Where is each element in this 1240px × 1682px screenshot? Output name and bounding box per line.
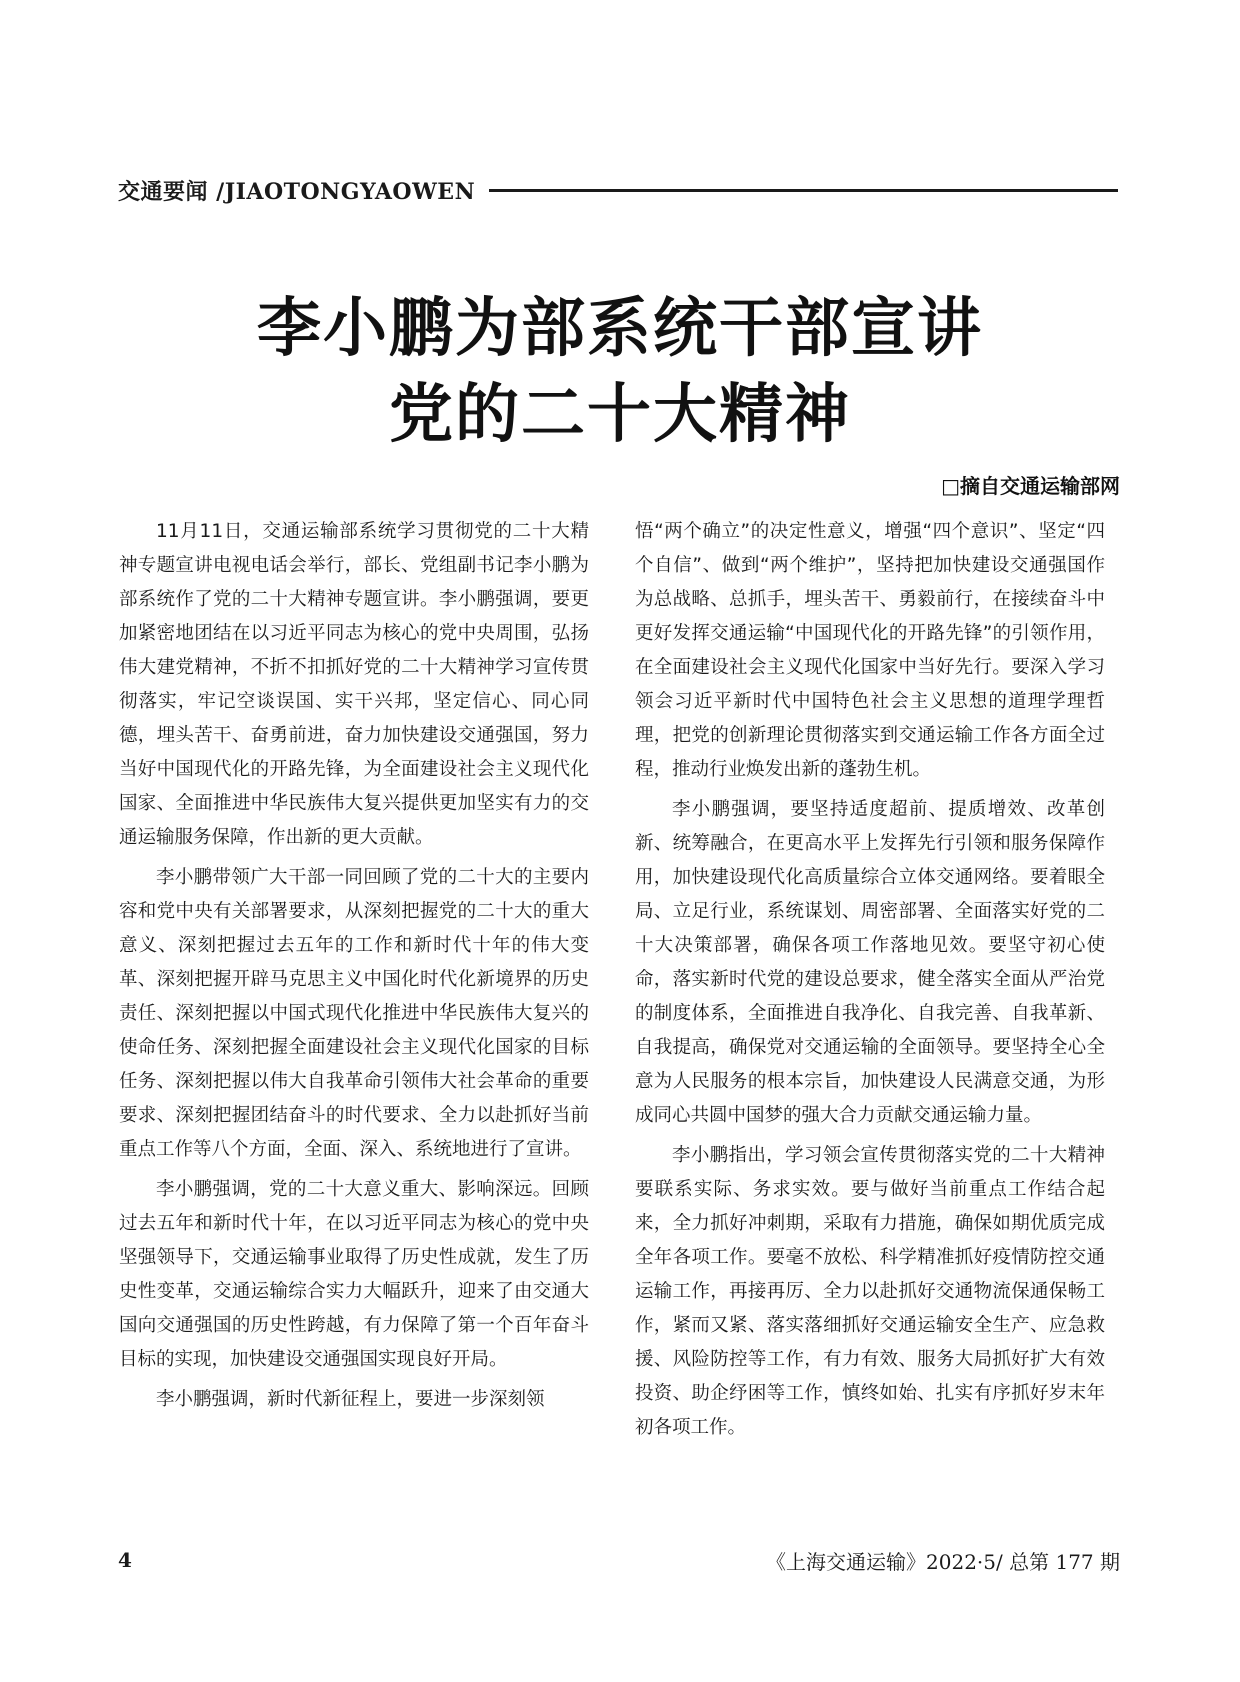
paragraph: 李小鹏带领广大干部一同回顾了党的二十大的主要内容和党中央有关部署要求，从深刻把握党的二十大的重大意义、深刻把握过去五年的工作和新时代十年的伟大变革、深刻把握开辟马克思主义中国化时代化新境界的历史责任、深刻把握以中国式现代化推进中华民族伟大复兴的使命任务、深刻把握全面建设社会主义现代化国家的目标任务、深刻把握以伟大自我革命引领伟大社会革命的重要要求、深刻把握团结奋斗的时代要求、全力以赴抓好当前重点工作等八个方面，全面、深入、系统地进行了宣讲。 [119, 867, 589, 1160]
paragraph: 李小鹏强调，要坚持适度超前、提质增效、改革创新、统筹融合，在更高水平上发挥先行引领和服务保障作用，加快建设现代化高质量综合立体交通网络。要着眼全局、立足行业，系统谋划、周密部署、全面落实好党的二十大决策部署，确保各项工作落地见效。要坚守初心使命，落实新时代党的建设总要求，健全落实全面从严治党的制度体系，全面推进自我净化、自我完善、自我革新、自我提高，确保党对交通运输的全面领导。要坚持全心全意为人民服务的根本宗旨，加快建设人民满意交通，为形成同心共圆中国梦的强大合力贡献交通运输力量。 [635, 799, 1105, 1126]
article-title-line-2: 党的二十大精神 [389, 378, 851, 452]
paragraph-continuation: 悟“两个确立”的决定性意义，增强“四个意识”、坚定“四个自信”、做到“两个维护”，坚持把加快建设交通强国作为总战略、总抓手，埋头苦干、勇毅前行，在接续奋斗中更好发挥交通运输“中国现代化的开路先锋”的引领作用，在全面建设社会主义现代化国家中当好先行。要深入学习领会习近平新时代中国特色社会主义思想的道理学理哲理，把党的创新理论贯彻落实到交通运输工作各方面全过程，推动行业焕发出新的蓬勃生机。 [635, 521, 1105, 780]
right-column [635, 515, 1105, 1445]
article-title-line-1: 李小鹏为部系统干部宣讲 [257, 292, 983, 366]
journal-info: 《上海交通运输》2022·5/ 总第 177 期 [766, 1550, 1120, 1574]
article-source: □摘自交通运输部网 [941, 474, 1120, 498]
paragraph: 11月11日，交通运输部系统学习贯彻党的二十大精神专题宣讲电视电话会举行，部长、党组副书记李小鹏为部系统作了党的二十大精神专题宣讲。李小鹏强调，要更加紧密地团结在以习近平同志为核心的党中央周围，弘扬伟大建党精神，不折不扣抓好党的二十大精神学习宣传贯彻落实，牢记空谈误国、实干兴邦，坚定信心、同心同德，埋头苦干、奋勇前进，奋力加快建设交通强国，努力当好中国现代化的开路先锋，为全面建设社会主义现代化国家、全面推进中华民族伟大复兴提供更加坚实有力的交通运输服务保障，作出新的更大贡献。 [119, 521, 589, 848]
section-label: 交通要闻 /JIAOTONGYAOWEN [118, 178, 476, 205]
section-rule [489, 189, 1118, 192]
left-column [119, 515, 589, 1417]
page-number: 4 [118, 1548, 132, 1572]
section-header [118, 172, 1118, 208]
paragraph: 李小鹏强调，党的二十大意义重大、影响深远。回顾过去五年和新时代十年，在以习近平同志为核心的党中央坚强领导下，交通运输事业取得了历史性成就，发生了历史性变革，交通运输综合实力大幅跃升，迎来了由交通大国向交通强国的历史性跨越，有力保障了第一个百年奋斗目标的实现，加快建设交通强国实现良好开局。 [119, 1179, 589, 1370]
paragraph: 李小鹏强调，新时代新征程上，要进一步深刻领 [156, 1389, 545, 1410]
paragraph: 李小鹏指出，学习领会宣传贯彻落实党的二十大精神要联系实际、务求实效。要与做好当前重点工作结合起来，全力抓好冲刺期，采取有力措施，确保如期优质完成全年各项工作。要毫不放松、科学精准抓好疫情防控交通运输工作，再接再厉、全力以赴抓好交通物流保通保畅工作，紧而又紧、落实落细抓好交通运输安全生产、应急救援、风险防控等工作，有力有效、服务大局抓好扩大有效投资、助企纾困等工作，慎终如始、扎实有序抓好岁末年初各项工作。 [635, 1145, 1105, 1438]
